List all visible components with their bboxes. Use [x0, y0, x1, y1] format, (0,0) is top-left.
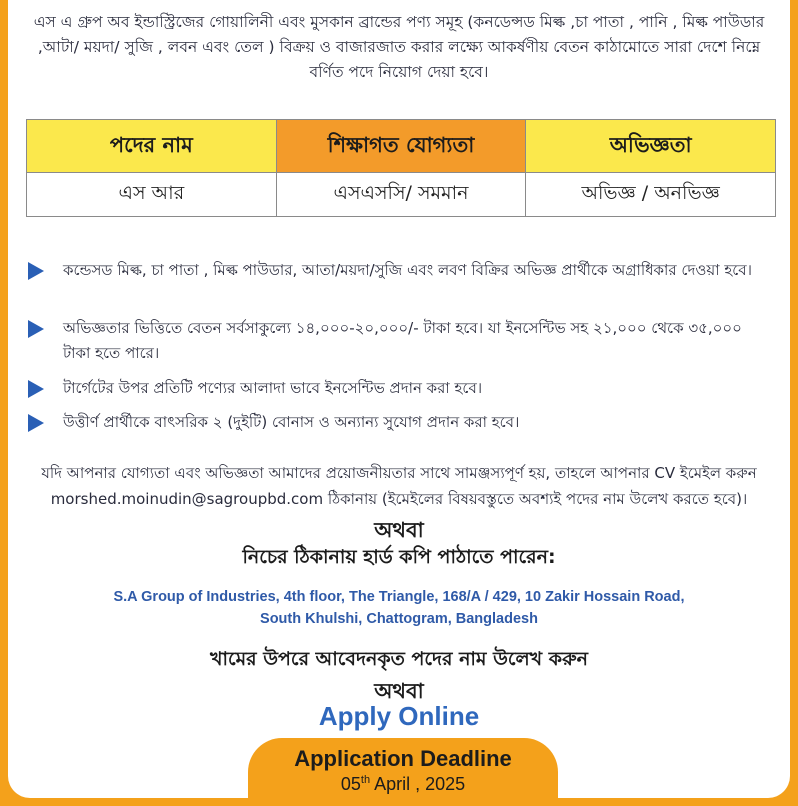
deadline-date [248, 774, 558, 795]
deadline-suffix: th [360, 774, 371, 786]
job-poster [8, 0, 790, 798]
apply-line-1: যদি আপনার যোগ্যতা এবং অভিজ্ঞতা আমাদের প্রয়োজনীয়তার সাথে সামঞ্জস্যপূর্ণ হয়, তাহলে আপনার CV ইমেইল করুন [41, 464, 757, 482]
or-label: অথবা [374, 679, 424, 703]
deadline-title: Application Deadline [294, 746, 512, 771]
hardcopy-note: নিচের ঠিকানায় হার্ড কপি পাঠাতে পারেন: [242, 546, 556, 568]
apply-instructions [8, 460, 790, 512]
apply-online-link[interactable]: Apply Online [318, 701, 480, 731]
table-header-row [27, 120, 776, 173]
envelope-note: খামের উপরে আবেদনকৃত পদের নাম উলেখ করুন [210, 648, 588, 670]
address-line-1: S.A Group of Industries, 4th floor, The Triangle, 168/A / 429, 10 Zakir Hossain Road, [113, 589, 685, 605]
deadline-badge [248, 738, 558, 798]
or-label: অথবা [374, 518, 424, 542]
cell-position: এস আর [27, 173, 277, 217]
arrow-right-icon [28, 320, 44, 338]
job-table [26, 119, 776, 217]
header-education: শিক্ষাগত যোগ্যতা [276, 120, 526, 173]
intro-text: এস এ গ্রুপ অব ইন্ডাস্ট্রিজের গোয়ালিনী এবং মুসকান ব্রান্ডের পণ্য সমূহ (কনডেন্সড মিল্ক ,চা পাতা , পানি , মিল্ক পাউডার ,আটা/ ময়দা/ সুজি , লবন এবং তেল ) বিক্রয় ও বাজারজাত করার লক্ষ্যে আকর্ষণীয় বেতন কাঠামোতে সারা দেশে নিম্নে বর্ণিত পদে নিয়োগ দেয়া হবে। [33, 13, 765, 81]
email-link[interactable]: morshed.moinudin@sagroupbd.com [50, 490, 324, 508]
list-item-text: উত্তীর্ণ প্রার্থীকে বাৎসরিক ২ (দুইটি) বোনাস ও অন্যান্য সুযোগ প্রদান করা হবে। [63, 413, 520, 431]
list-item-text: অভিজ্ঞতার ভিত্তিতে বেতন সর্বসাকুল্যে ১৪,০০০-২০,০০০/- টাকা হবে। যা ইনসেন্টিভ সহ ২১,০০০ থেকে ৩৫,০০০ টাকা হতে পারে। [63, 319, 742, 362]
arrow-right-icon [28, 262, 44, 280]
apply-line-2: ঠিকানায় (ইমেইলের বিষয়বস্তুতে অবশ্যই পদের নাম উলেখ করতে হবে)। [323, 490, 748, 508]
arrow-right-icon [28, 414, 44, 432]
cell-experience: অভিজ্ঞ / অনভিজ্ঞ [526, 173, 776, 217]
list-item-text: টার্গেটের উপর প্রতিটি পণ্যের আলাদা ভাবে ইনসেন্টিভ প্রদান করা হবে। [63, 379, 483, 397]
deadline-day: 05 [340, 774, 361, 794]
header-position: পদের নাম [27, 120, 277, 173]
arrow-right-icon [28, 380, 44, 398]
deadline-rest: April , 2025 [370, 774, 466, 794]
list-item-text: কন্ডেসড মিল্ক, চা পাতা , মিল্ক পাউডার, আতা/ময়দা/সুজি এবং লবণ বিক্রির অভিজ্ঞ প্রার্থীকে অগ্রাধিকার দেওয়া হবে। [63, 261, 752, 279]
table-row [27, 173, 776, 217]
postal-address [8, 586, 790, 630]
cell-education: এসএসসি/ সমমান [276, 173, 526, 217]
header-experience: অভিজ্ঞতা [526, 120, 776, 173]
address-line-2: South Khulshi, Chattogram, Bangladesh [260, 611, 538, 627]
